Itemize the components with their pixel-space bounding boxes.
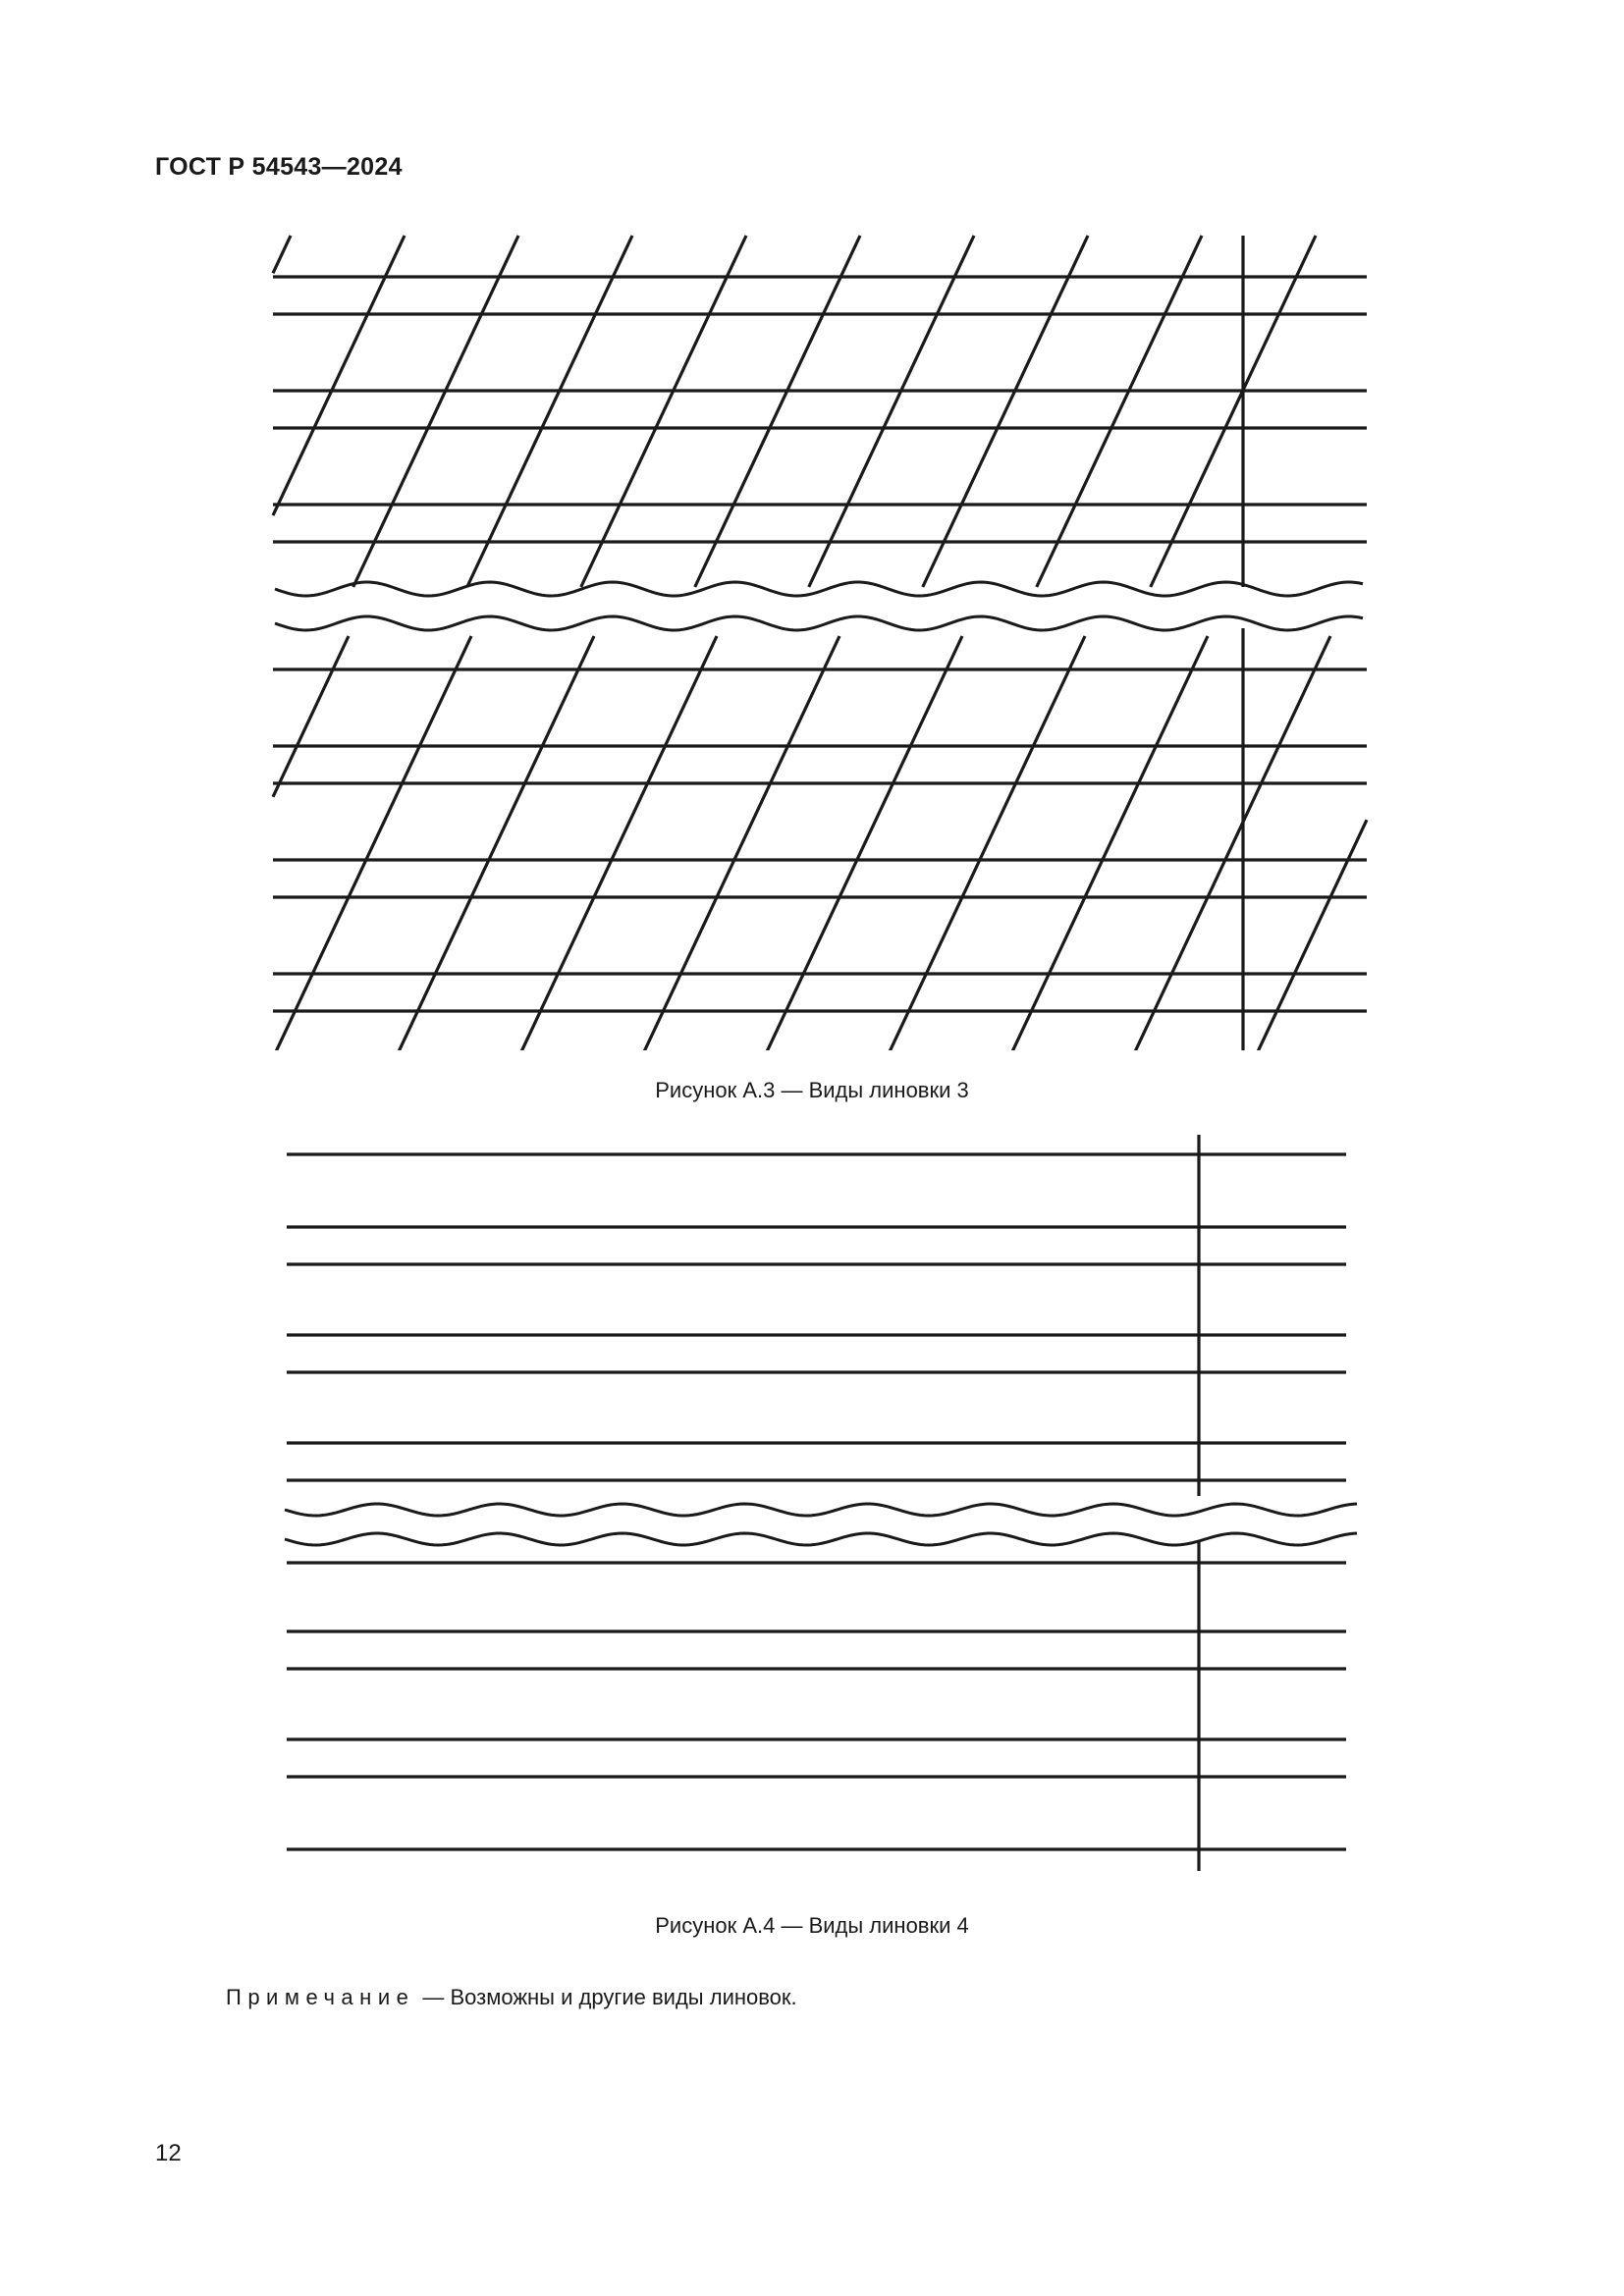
figure-a3-caption: Рисунок А.3 — Виды линовки 3 (655, 1078, 969, 1102)
ruling-figure-a3 (265, 226, 1384, 1050)
break-wave (275, 616, 1363, 630)
break-wave (275, 582, 1363, 596)
slanted-rule (1130, 636, 1330, 1050)
slanted-rule (516, 636, 717, 1050)
page-number: 12 (155, 2140, 182, 2166)
slanted-rule (762, 636, 962, 1050)
note-text: — Возможны и другие виды линовок. (422, 1985, 797, 2009)
slanted-rule (394, 636, 594, 1050)
slanted-rule (1007, 636, 1208, 1050)
document-header: ГОСТ Р 54543—2024 (155, 153, 403, 181)
note-label: Примечание (226, 1985, 415, 2009)
slanted-rule (273, 236, 291, 273)
figure-a4-caption: Рисунок А.4 — Виды линовки 4 (655, 1913, 969, 1938)
slanted-rule (467, 236, 632, 587)
break-wave (285, 1504, 1357, 1516)
ruling-figure-a4 (280, 1129, 1370, 1875)
slanted-rule (273, 636, 471, 1050)
slanted-rule (1151, 236, 1316, 587)
slanted-rule (1253, 820, 1367, 1050)
slanted-rule (581, 236, 746, 587)
slanted-rule (885, 636, 1085, 1050)
slanted-rule (1037, 236, 1202, 587)
slanted-rule (923, 236, 1088, 587)
slanted-rule (809, 236, 974, 587)
break-wave (285, 1533, 1357, 1545)
slanted-rule (273, 636, 349, 797)
slanted-rule (695, 236, 860, 587)
slanted-rule (353, 236, 518, 587)
note (226, 1985, 797, 2010)
slanted-rule (639, 636, 839, 1050)
